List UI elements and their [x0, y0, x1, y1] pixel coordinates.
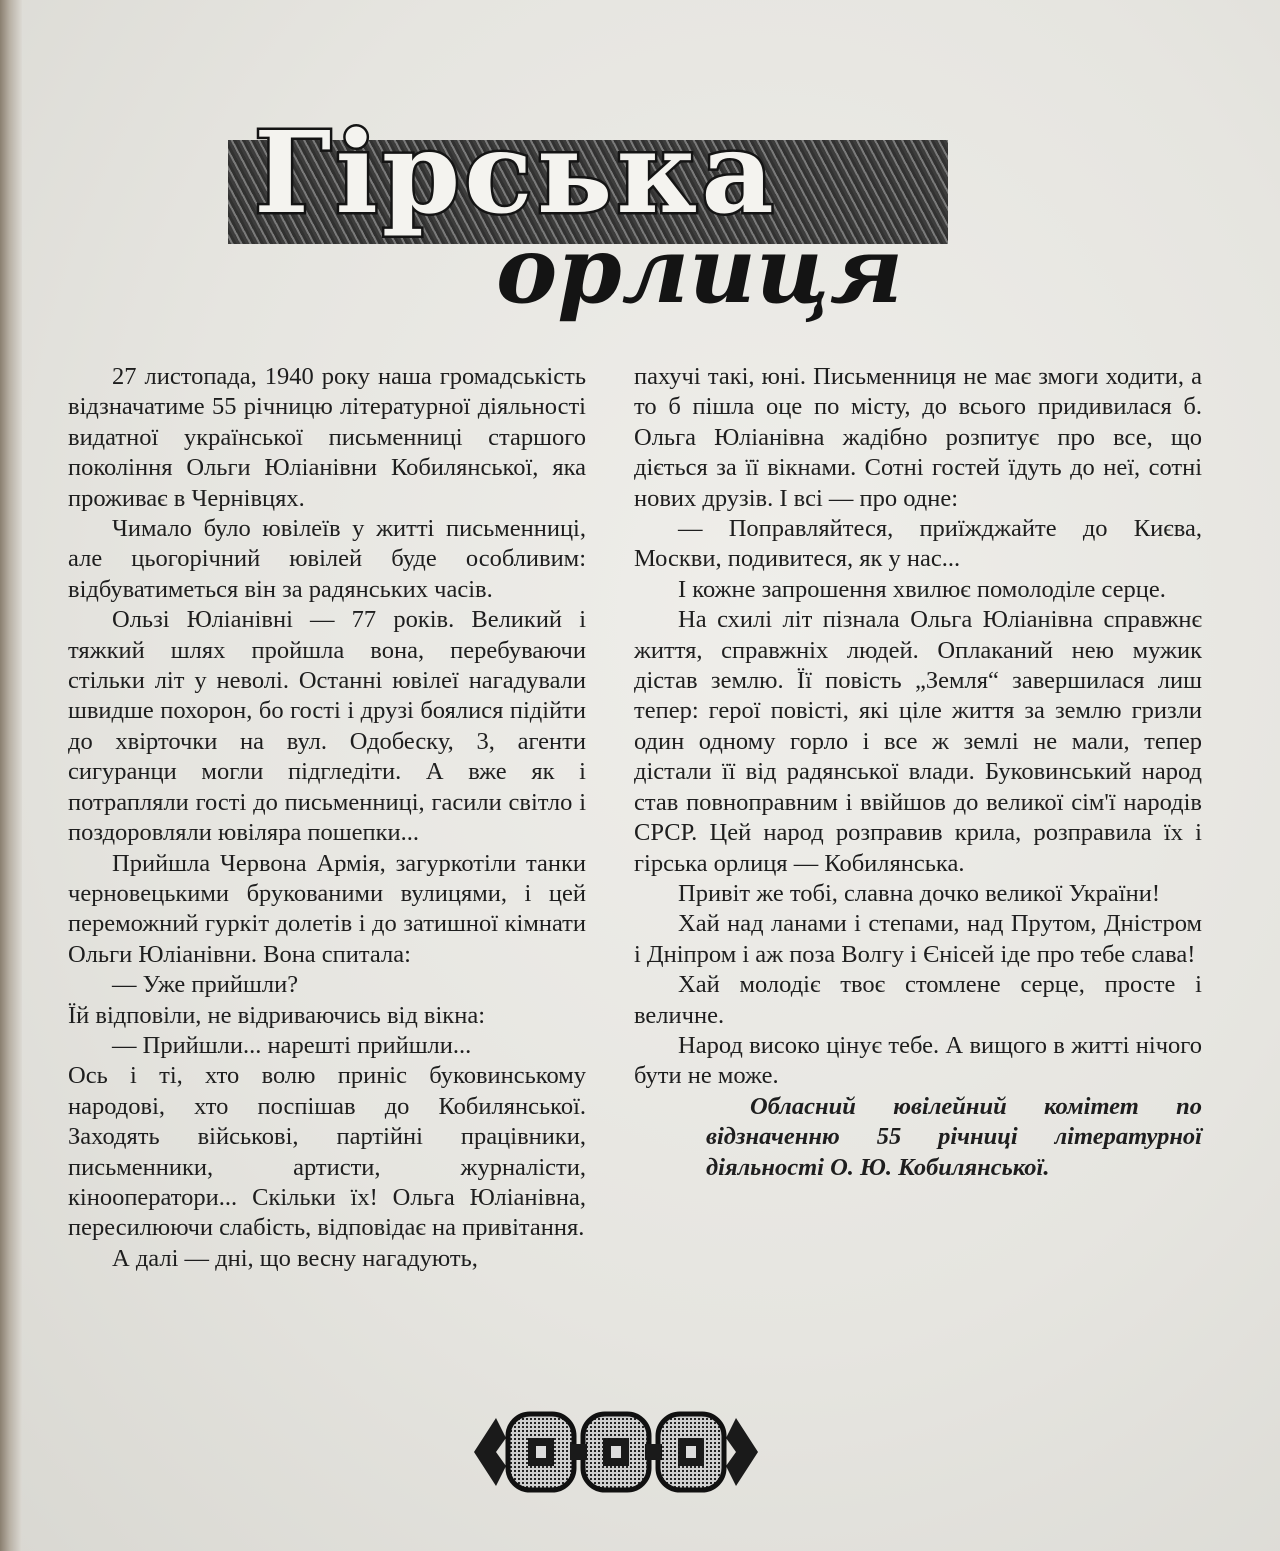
- paragraph: І кожне запрошення хвилює помолоділе серце.: [678, 575, 1166, 603]
- paragraph: Народ високо цінує тебе. А вищого в житті нічого бути не може.: [634, 1031, 1202, 1090]
- left-column: [68, 362, 586, 1274]
- paragraph: Привіт же тобі, славна дочко великої України!: [678, 879, 1160, 907]
- paragraph: Хай над ланами і степами, над Прутом, Дністром і Дніпром і аж поза Волгу і Єнісей іде про тебе слава!: [634, 910, 1202, 968]
- title-line-1: Гірська: [254, 108, 778, 239]
- paragraph: Чимало було ювілеїв у житті письменниці, але цьогорічний ювілей буде особливим: відбуватиметься він за радянських часів.: [68, 515, 586, 603]
- paragraph: — Прийшли... нарешті прийшли...: [112, 1031, 472, 1059]
- paragraph: пахучі такі, юні. Письменниця не має змоги ходити, а то б пішла оце по місту, до всього придивилася б. Ольга Юліанівна жадібно розпитує про все, що діється за її вікнами. Сотні гостей їдуть до неї, сотні нових друзів. І всі — про одне:: [634, 363, 1202, 512]
- paragraph: — Уже прийшли?: [112, 971, 299, 999]
- paragraph: А далі — дні, що весну нагадують,: [112, 1244, 478, 1272]
- paragraph: 27 листопада, 1940 року наша громадськість відзначатиме 55 річницю літературної діяльності видатної української письменниці старшого покоління Ольги Юліанівни Кобилянської, яка проживає в Чернівцях.: [68, 363, 586, 512]
- title-line-2: орлиця: [496, 216, 904, 324]
- embroidery-ornament-icon: [466, 1394, 766, 1510]
- right-column: [634, 362, 1202, 1183]
- paragraph: Їй відповіли, не відриваючись від вікна:: [68, 1001, 486, 1029]
- signature: Обласний ювілейний комітет по відзначенню 55 річниці літературної діяльності О. Ю. Кобилянської.: [706, 1092, 1202, 1181]
- page-spine: [0, 0, 22, 1551]
- paragraph: Ось і ті, хто волю приніс буковинському народові, хто поспішав до Кобилянської. Заходять військові, партійні працівники, письменники, артисти, журналісти, кінооператори... Скільки їх! Ольга Юліанівна, пересилюючи слабість, відповідає на привітання.: [68, 1062, 586, 1242]
- paragraph: Хай молодіє твоє стомлене серце, просте і величне.: [634, 971, 1202, 1029]
- paragraph: — Поправляйтеся, приїжджайте до Києва, Москви, подивитеся, як у нас...: [634, 515, 1202, 573]
- paragraph: На схилі літ пізнала Ольга Юліанівна справжнє життя, справжніх людей. Оплаканий нею мужик дістав землю. Її повість „Земля“ завершилася лиш тепер: герої повісті, які ціле життя за землю гризли один одному горло і все ж землі не мали, тепер дістали її від радянської влади. Буковинський народ став повноправним і ввійшов до великої сім'ї народів СРСР. Цей народ розправив крила, розправила їх і гірська орлиця — Кобилянська.: [634, 606, 1202, 877]
- paragraph: Ользі Юліанівні — 77 років. Великий і тяжкий шлях пройшла вона, перебуваючи стільки літ у неволі. Останні ювілеї нагадували швидше похорон, бо гості і друзі боялися підійти до хвірточки на вул. Одобеску, 3, агенти сигуранци могли підгледіти. А вже як і потрапляли гості до письменниці, гасили світло і поздоровляли ювіляра пошепки...: [68, 606, 586, 847]
- article-title: [218, 108, 1008, 324]
- paragraph: Прийшла Червона Армія, загуркотіли танки черновецькими брукованими вулицями, і цей переможний гуркіт долетів і до затишної кімнати Ольги Юліанівни. Вона спитала:: [68, 849, 586, 968]
